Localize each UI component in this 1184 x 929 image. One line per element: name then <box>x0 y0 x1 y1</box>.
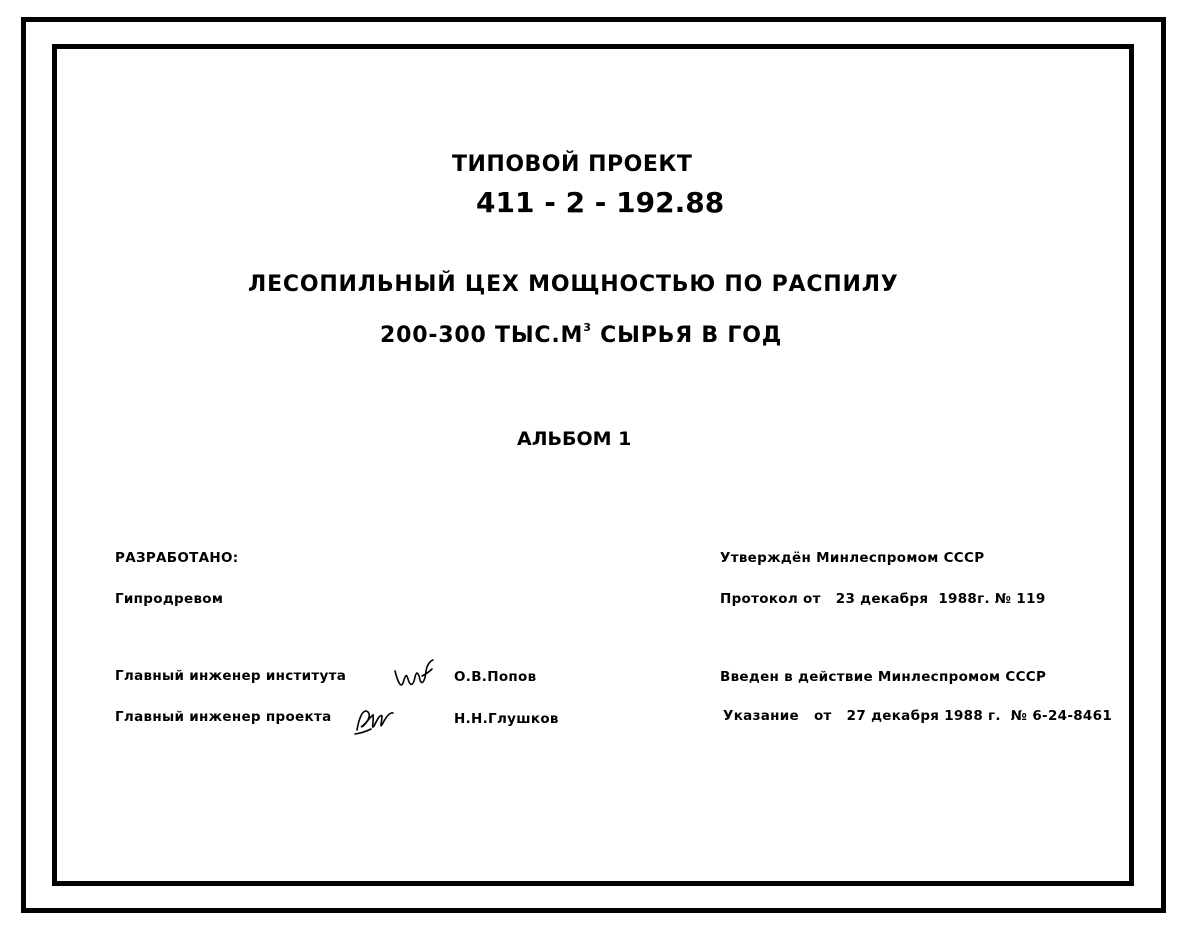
developed-label: РАЗРАБОТАНО: <box>115 550 239 566</box>
album-label: АЛЬБОМ 1 <box>517 428 632 450</box>
signature-glushkov <box>352 700 398 738</box>
signature-role-1: Главный инженер института <box>115 668 347 684</box>
signature-role-2: Главный инженер проекта <box>115 709 332 725</box>
enacted-by: Введен в действие Минлеспромом СССР <box>720 669 1047 685</box>
title-line-2-suffix: СЫРЬЯ В ГОД <box>591 323 783 348</box>
title-line-2-prefix: 200-300 ТЫС.М <box>380 323 584 348</box>
signature-name-2: Н.Н.Глушков <box>454 711 559 727</box>
project-type-label: ТИПОВОЙ ПРОЕКТ <box>452 152 693 177</box>
instruction-line: Указание от 27 декабря 1988 г. № 6-24-8461 <box>723 708 1113 724</box>
project-number: 411 - 2 - 192.88 <box>476 186 725 219</box>
signature-popov <box>392 655 440 693</box>
signature-name-1: О.В.Попов <box>454 669 537 685</box>
title-line-1: ЛЕСОПИЛЬНЫЙ ЦЕХ МОЩНОСТЬЮ ПО РАСПИЛУ <box>248 272 899 297</box>
title-line-2-superscript: 3 <box>583 321 592 334</box>
title-line-2 <box>380 323 782 348</box>
approved-by: Утверждён Минлеспромом СССР <box>720 550 985 566</box>
developer-org: Гипродревом <box>115 591 224 607</box>
protocol-line: Протокол от 23 декабря 1988г. № 119 <box>720 591 1046 607</box>
